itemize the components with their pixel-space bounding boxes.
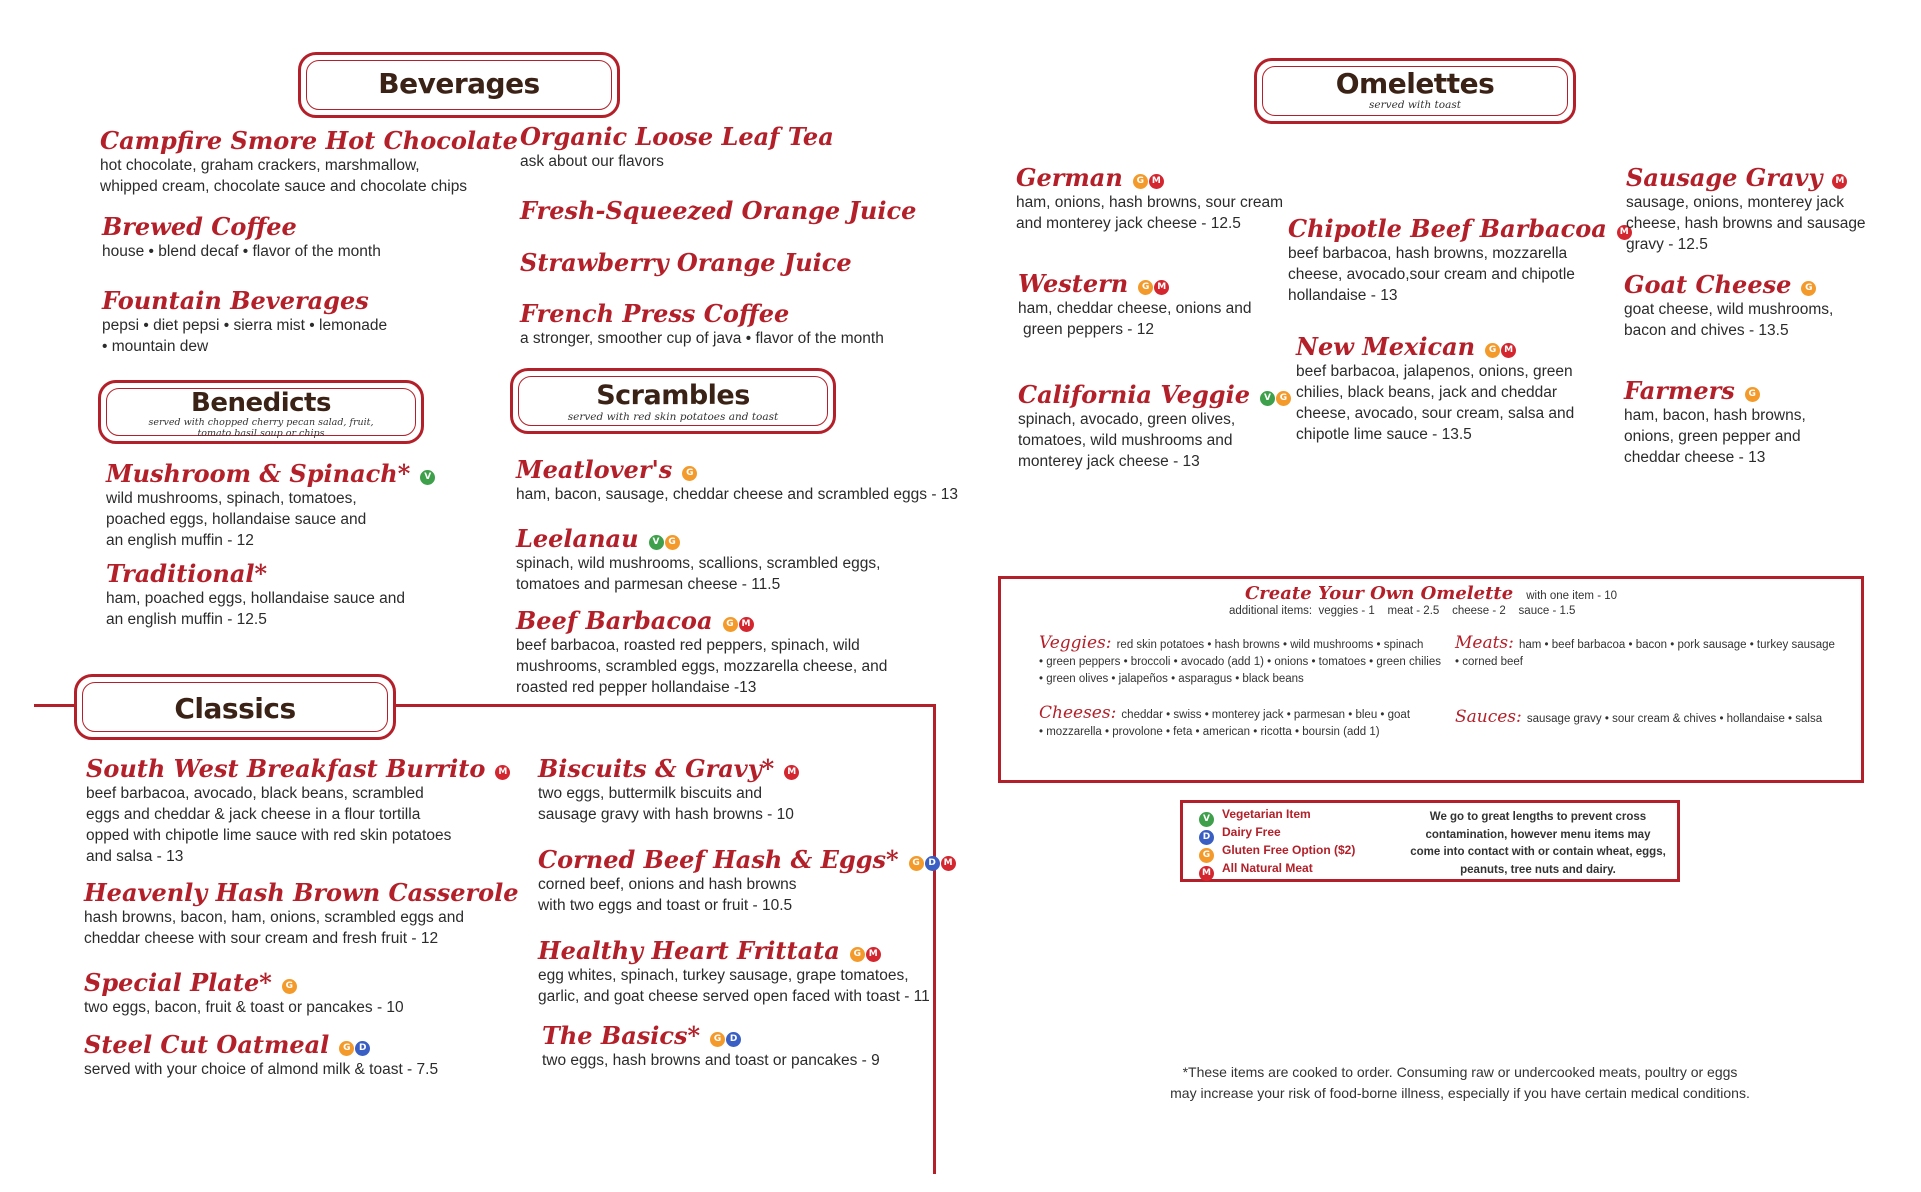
menu-item-new-mexican xyxy=(1296,330,1574,445)
dairy-free-icon: D xyxy=(355,1041,370,1056)
item-desc: an english muffin - 12 xyxy=(106,532,254,549)
item-desc: tomatoes and parmesan cheese - 11.5 xyxy=(516,576,781,593)
gluten-free-icon: G xyxy=(1745,387,1760,402)
omelettes-subtitle: served with toast xyxy=(1369,99,1461,111)
natural-meat-icon: M xyxy=(1832,174,1847,189)
item-desc: served with your choice of almond milk & toast - 7.5 xyxy=(84,1061,439,1078)
allergen-note-line: come into contact with or contain wheat, eggs, xyxy=(1410,846,1666,858)
legend-gluten-free xyxy=(1199,843,1355,863)
item-badges xyxy=(723,604,755,632)
scrambles-banner xyxy=(510,368,836,434)
natural-meat-icon: M xyxy=(739,617,754,632)
cyo-price: with one item - 10 xyxy=(1526,590,1618,602)
item-name: Fountain Beverages xyxy=(102,286,369,315)
item-name: Farmers G xyxy=(1624,374,1806,405)
item-desc: and salsa - 13 xyxy=(86,848,184,865)
beverages-title: Beverages xyxy=(378,67,540,100)
item-name: Fresh-Squeezed Orange Juice xyxy=(520,196,917,225)
item-name: South West Breakfast Burrito M xyxy=(86,752,511,783)
gluten-free-icon: G xyxy=(1133,174,1148,189)
cyo-veggies xyxy=(1039,633,1479,688)
item-badges xyxy=(1138,267,1170,295)
menu-item-coffee xyxy=(102,213,381,262)
menu-item-tea xyxy=(520,123,834,172)
item-name: Steel Cut Oatmeal G D xyxy=(84,1028,438,1059)
item-name: Corned Beef Hash & Eggs* G D M xyxy=(538,843,957,874)
item-badges xyxy=(850,934,882,962)
item-name: Beef Barbacoa G M xyxy=(516,604,887,635)
scrambles-subtitle: served with red skin potatoes and toast xyxy=(567,411,779,423)
item-desc: beef barbacoa, hash browns, mozzarella xyxy=(1288,245,1568,262)
classics-title: Classics xyxy=(174,692,296,725)
item-name: New Mexican G M xyxy=(1296,330,1574,361)
item-desc: ham, cheddar cheese, onions and xyxy=(1018,300,1252,317)
item-name: Biscuits & Gravy* M xyxy=(538,752,800,783)
item-desc: ham, onions, hash browns, sour cream xyxy=(1016,194,1284,211)
vegetarian-icon: V xyxy=(420,470,435,485)
item-name: California Veggie V G xyxy=(1018,378,1292,409)
gluten-free-icon: G xyxy=(682,466,697,481)
allergen-note xyxy=(1403,809,1673,879)
classics-rule-right xyxy=(396,704,936,707)
gluten-free-icon: G xyxy=(723,617,738,632)
cyo-additional: additional items: veggies - 1 meat - 2.5 cheese - 2 sauce - 1.5 xyxy=(1229,605,1576,617)
gluten-free-icon: G xyxy=(282,979,297,994)
natural-meat-icon: M xyxy=(495,765,510,780)
item-desc: roasted red pepper hollandaise -13 xyxy=(516,679,757,696)
allergen-note-line: peanuts, tree nuts and dairy. xyxy=(1460,863,1616,876)
natural-meat-icon: M xyxy=(784,765,799,780)
item-desc: sausage, onions, monterey jack xyxy=(1626,194,1844,211)
natural-meat-icon: M xyxy=(1154,280,1169,295)
item-desc: • mountain dew xyxy=(102,338,209,355)
item-desc: cheese, hash browns and sausage xyxy=(1626,215,1866,232)
item-desc: monterey jack cheese - 13 xyxy=(1018,453,1200,470)
item-name: Chipotle Beef Barbacoa M xyxy=(1288,212,1633,243)
item-desc: beef barbacoa, jalapenos, onions, green xyxy=(1296,363,1573,380)
item-desc: eggs and cheddar & jack cheese in a flour tortilla xyxy=(86,806,421,823)
menu-item-sausage-gravy xyxy=(1626,161,1866,255)
vegetarian-icon: V xyxy=(1260,391,1275,406)
item-desc: whipped cream, chocolate sauce and chocolate chips xyxy=(100,178,468,195)
item-desc: ham, bacon, sausage, cheddar cheese and scrambled eggs - 13 xyxy=(516,486,959,503)
menu-item-meatlover xyxy=(516,453,958,505)
benedicts-subtitle: served with chopped cherry pecan salad, fruit, tomato basil soup or chips xyxy=(148,417,374,439)
cyo-meats-label: Meats: xyxy=(1455,633,1514,653)
item-badges xyxy=(495,752,511,780)
legend-vegetarian xyxy=(1199,807,1311,827)
natural-meat-icon: M xyxy=(941,856,956,871)
item-badges xyxy=(682,453,698,481)
menu-item-traditional xyxy=(106,560,405,630)
legend-dairy-free xyxy=(1199,825,1281,845)
gluten-free-icon: G xyxy=(665,535,680,550)
item-desc: wild mushrooms, spinach, tomatoes, xyxy=(106,490,357,507)
menu-item-oatmeal xyxy=(84,1028,438,1080)
menu-item-frittata xyxy=(538,934,930,1007)
cyo-meats xyxy=(1455,633,1855,671)
omelettes-banner xyxy=(1254,58,1576,124)
menu-item-western xyxy=(1018,267,1252,340)
dairy-free-icon: D xyxy=(925,856,940,871)
item-name: Healthy Heart Frittata G M xyxy=(538,934,930,965)
gluten-free-icon: G xyxy=(850,947,865,962)
item-name: Campfire Smore Hot Chocolate xyxy=(100,126,518,155)
menu-item-strawberry-oj xyxy=(520,249,852,277)
gluten-free-icon: G xyxy=(710,1032,725,1047)
item-name: Western G M xyxy=(1018,267,1252,298)
legend-label: Vegetarian Item xyxy=(1222,807,1311,821)
menu-item-basics xyxy=(542,1019,880,1071)
menu-item-oj xyxy=(520,197,916,225)
item-desc: gravy - 12.5 xyxy=(1626,236,1708,253)
legend-box xyxy=(1180,800,1680,882)
natural-meat-icon: M xyxy=(866,947,881,962)
item-desc: cheddar cheese with sour cream and fresh fruit - 12 xyxy=(84,930,439,947)
item-badges xyxy=(339,1028,371,1056)
item-desc: mushrooms, scrambled eggs, mozzarella cheese, and xyxy=(516,658,888,675)
item-badges xyxy=(784,752,800,780)
item-name: Special Plate* G xyxy=(84,966,404,997)
item-desc: cheese, avocado,sour cream and chipotle xyxy=(1288,266,1575,283)
item-desc: opped with chipotle lime sauce with red skin potatoes xyxy=(86,827,452,844)
item-desc: cheddar cheese - 13 xyxy=(1624,449,1766,466)
cyo-meats-line: ham • beef barbacoa • bacon • pork sausage • turkey sausage xyxy=(1518,639,1835,651)
item-desc: chilies, black beans, jack and cheddar xyxy=(1296,384,1558,401)
item-desc: corned beef, onions and hash browns xyxy=(538,876,797,893)
item-desc: hot chocolate, graham crackers, marshmallow, xyxy=(100,157,420,174)
item-name: Heavenly Hash Brown Casserole xyxy=(84,878,519,907)
item-badges xyxy=(282,966,298,994)
allergen-note-line: contamination, however menu items may xyxy=(1425,828,1651,841)
classics-banner xyxy=(74,674,396,740)
omelettes-title: Omelettes xyxy=(1335,67,1495,100)
item-desc: chipotle lime sauce - 13.5 xyxy=(1296,426,1472,443)
dairy-free-icon: D xyxy=(1199,830,1214,845)
menu-item-fountain xyxy=(102,287,387,357)
item-desc: ham, poached eggs, hollandaise sauce and xyxy=(106,590,406,607)
cyo-sauces xyxy=(1455,707,1855,728)
cyo-cheeses-label: Cheeses: xyxy=(1039,703,1117,723)
vegetarian-icon: V xyxy=(1199,812,1214,827)
item-desc: and monterey jack cheese - 12.5 xyxy=(1016,215,1241,232)
item-name: The Basics* G D xyxy=(542,1019,880,1050)
item-desc: sausage gravy with hash browns - 10 xyxy=(538,806,794,823)
item-desc: egg whites, spinach, turkey sausage, grape tomatoes, xyxy=(538,967,909,984)
item-desc: two eggs, hash browns and toast or pancakes - 9 xyxy=(542,1052,880,1069)
item-desc: two eggs, bacon, fruit & toast or pancakes - 10 xyxy=(84,999,404,1016)
cyo-veggies-line: red skin potatoes • hash browns • wild mushrooms • spinach xyxy=(1116,639,1424,651)
gluten-free-icon: G xyxy=(1801,281,1816,296)
classics-rule-left xyxy=(34,704,74,707)
menu-item-goat-cheese xyxy=(1624,268,1833,341)
item-desc: house • blend decaf • flavor of the month xyxy=(102,243,381,260)
menu-item-mushroom-spinach xyxy=(106,457,436,551)
classics-rule-vertical xyxy=(933,704,936,1174)
item-badges xyxy=(1745,374,1761,402)
item-desc: green peppers - 12 xyxy=(1023,321,1154,338)
item-desc: bacon and chives - 13.5 xyxy=(1624,322,1789,339)
item-desc: a stronger, smoother cup of java • flavor of the month xyxy=(520,330,884,347)
benedicts-title: Benedicts xyxy=(191,388,331,418)
menu-item-german xyxy=(1016,161,1283,234)
item-desc: goat cheese, wild mushrooms, xyxy=(1624,301,1834,318)
natural-meat-icon: M xyxy=(1149,174,1164,189)
cyo-header xyxy=(1001,583,1861,605)
item-badges xyxy=(1260,378,1292,406)
item-desc: spinach, avocado, green olives, xyxy=(1018,411,1236,428)
gluten-free-icon: G xyxy=(909,856,924,871)
allergen-note-line: We go to great lengths to prevent cross xyxy=(1429,811,1647,823)
item-badges xyxy=(1133,161,1165,189)
menu-item-farmers xyxy=(1624,374,1806,468)
item-badges xyxy=(420,457,436,485)
legend-label: Dairy Free xyxy=(1222,825,1281,839)
benedicts-banner xyxy=(98,380,424,444)
item-desc: tomatoes, wild mushrooms and xyxy=(1018,432,1233,449)
gluten-free-icon: G xyxy=(339,1041,354,1056)
item-name: Strawberry Orange Juice xyxy=(520,248,852,277)
beverages-banner xyxy=(298,52,620,118)
menu-item-corned-beef-hash xyxy=(538,843,957,916)
natural-meat-icon: M xyxy=(1617,225,1632,240)
cyo-cheeses-line: cheddar • swiss • monterey jack • parmesan • bleu • goat xyxy=(1121,709,1411,721)
menu-item-chipotle-beef xyxy=(1288,212,1633,306)
cyo-veggies-label: Veggies: xyxy=(1039,633,1112,653)
gluten-free-icon: G xyxy=(1276,391,1291,406)
menu-item-smore xyxy=(100,127,518,197)
dairy-free-icon: D xyxy=(726,1032,741,1047)
item-desc: cheese, avocado, sour cream, salsa and xyxy=(1296,405,1575,422)
item-name: Goat Cheese G xyxy=(1624,268,1833,299)
food-safety-disclaimer xyxy=(1100,1062,1820,1104)
item-desc: beef barbacoa, avocado, black beans, scrambled xyxy=(86,785,424,802)
item-name: Traditional* xyxy=(106,559,268,588)
disclaimer-line: may increase your risk of food-borne illness, especially if you have certain medical conditions. xyxy=(1170,1085,1750,1101)
menu-item-burrito xyxy=(86,752,511,867)
item-badges xyxy=(909,843,957,871)
item-name: Sausage Gravy M xyxy=(1626,161,1866,192)
item-desc: garlic, and goat cheese served open faced with toast - 11 xyxy=(538,988,930,1005)
item-desc: onions, green pepper and xyxy=(1624,428,1801,445)
item-name: Leelanau V G xyxy=(516,522,880,553)
item-desc: an english muffin - 12.5 xyxy=(106,611,267,628)
menu-item-biscuits xyxy=(538,752,800,825)
gluten-free-icon: G xyxy=(1199,848,1214,863)
item-badges xyxy=(1832,161,1848,189)
menu-item-beef-barbacoa xyxy=(516,604,887,698)
cyo-veggies-line: • green olives • jalapeños • asparagus • black beans xyxy=(1039,673,1304,685)
disclaimer-line: *These items are cooked to order. Consuming raw or undercooked meats, poultry or eggs xyxy=(1182,1064,1738,1080)
legend-label: All Natural Meat xyxy=(1222,861,1313,875)
item-desc: two eggs, buttermilk biscuits and xyxy=(538,785,762,802)
item-badges xyxy=(1801,268,1817,296)
item-badges xyxy=(1485,330,1517,358)
item-desc: hollandaise - 13 xyxy=(1288,287,1398,304)
item-badges xyxy=(649,522,681,550)
item-desc: beef barbacoa, roasted red peppers, spinach, wild xyxy=(516,637,860,654)
menu-item-california-veggie xyxy=(1018,378,1292,472)
item-desc: spinach, wild mushrooms, scallions, scrambled eggs, xyxy=(516,555,881,572)
natural-meat-icon: M xyxy=(1199,866,1214,881)
cyo-cheeses-line: • mozzarella • provolone • feta • american • ricotta • boursin (add 1) xyxy=(1039,726,1380,738)
cyo-veggies-line: • green peppers • broccoli • avocado (add 1) • onions • tomatoes • green chilies xyxy=(1039,656,1441,668)
menu-item-casserole xyxy=(84,879,519,949)
item-desc: pepsi • diet pepsi • sierra mist • lemonade xyxy=(102,317,388,334)
item-desc: ham, bacon, hash browns, xyxy=(1624,407,1806,424)
item-name: Mushroom & Spinach* V xyxy=(106,457,436,488)
menu-item-french-press xyxy=(520,300,884,349)
item-name: Meatlover's G xyxy=(516,453,958,484)
item-desc: ask about our flavors xyxy=(520,153,664,170)
create-your-own-box xyxy=(998,576,1864,783)
item-name: Brewed Coffee xyxy=(102,212,297,241)
natural-meat-icon: M xyxy=(1501,343,1516,358)
vegetarian-icon: V xyxy=(649,535,664,550)
cyo-sauces-label: Sauces: xyxy=(1455,707,1522,727)
item-desc: poached eggs, hollandaise sauce and xyxy=(106,511,367,528)
item-name: French Press Coffee xyxy=(520,299,790,328)
item-name: German G M xyxy=(1016,161,1283,192)
legend-label: Gluten Free Option ($2) xyxy=(1222,843,1356,857)
scrambles-title: Scrambles xyxy=(596,380,750,411)
gluten-free-icon: G xyxy=(1138,280,1153,295)
item-name: Organic Loose Leaf Tea xyxy=(520,122,834,151)
cyo-cheeses xyxy=(1039,703,1479,741)
item-desc: hash browns, bacon, ham, onions, scrambled eggs and xyxy=(84,909,464,926)
menu-item-special-plate xyxy=(84,966,404,1018)
legend-natural-meat xyxy=(1199,861,1313,881)
menu-item-leelanau xyxy=(516,522,880,595)
gluten-free-icon: G xyxy=(1485,343,1500,358)
cyo-meats-line: • corned beef xyxy=(1455,656,1523,668)
item-badges xyxy=(710,1019,742,1047)
item-desc: with two eggs and toast or fruit - 10.5 xyxy=(538,897,793,914)
cyo-title: Create Your Own Omelette xyxy=(1244,583,1514,604)
cyo-sauces-line: sausage gravy • sour cream & chives • hollandaise • salsa xyxy=(1526,713,1823,725)
